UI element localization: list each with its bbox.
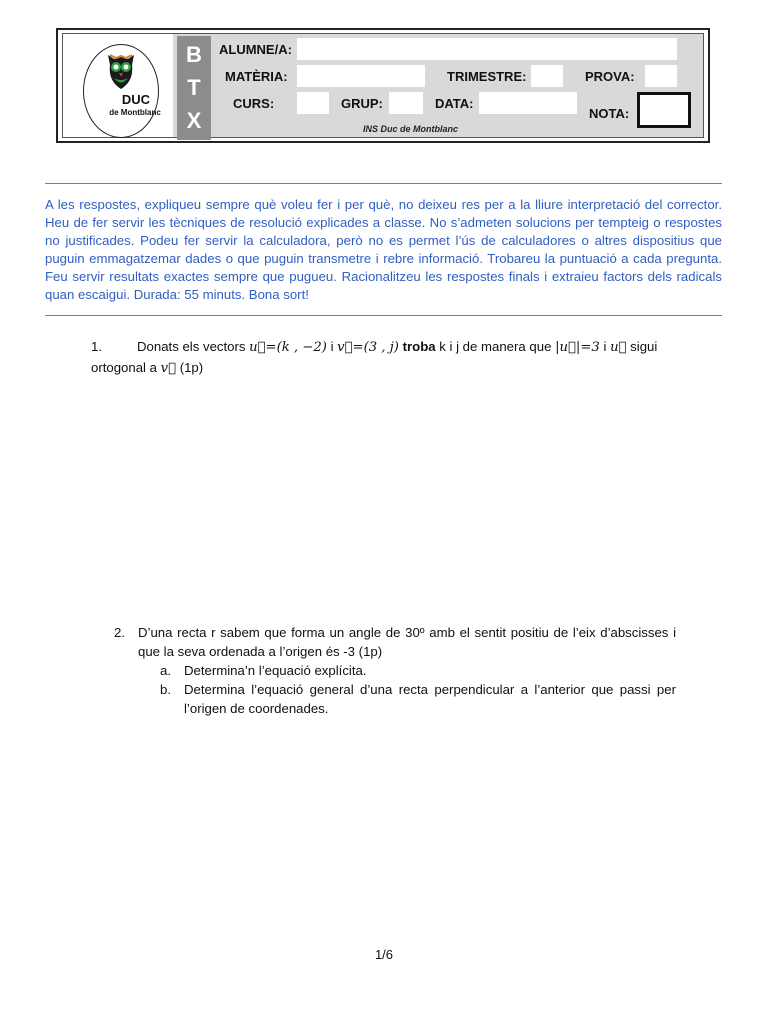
btx-banner xyxy=(177,36,211,140)
q1-text-4: k i j de manera que xyxy=(435,339,556,354)
curs-field[interactable] xyxy=(297,92,329,114)
part-a-letter: a. xyxy=(160,663,171,678)
btx-letter-b: B xyxy=(186,41,202,67)
norm-condition: |u⃗|=3 xyxy=(555,340,600,355)
part-b-text: Determina l’equació general d’una recta perpendicular a l’anterior que passi per l’origen de coordenades. xyxy=(184,682,676,716)
data-label: DATA: xyxy=(435,96,474,111)
curs-label: CURS: xyxy=(233,96,275,111)
question-1 xyxy=(91,337,691,379)
alumne-field[interactable] xyxy=(297,38,677,60)
nota-box[interactable] xyxy=(637,92,691,128)
vector-v-definition: v⃗=(3 , j) xyxy=(337,340,399,355)
q1-text-5: i xyxy=(599,339,611,354)
prova-label: PROVA: xyxy=(585,69,635,84)
top-divider xyxy=(45,183,722,184)
vector-v: v⃗ xyxy=(160,361,177,376)
header-panel xyxy=(62,33,704,138)
vector-u: u⃗ xyxy=(610,340,627,355)
owl-icon xyxy=(106,51,136,91)
part-a-text: Determina’n l’equació explícita. xyxy=(184,663,367,678)
page-number: 1/6 xyxy=(374,947,394,962)
trimestre-field[interactable] xyxy=(531,65,563,87)
materia-label: MATÈRIA: xyxy=(225,69,288,84)
prova-field[interactable] xyxy=(645,65,677,87)
grup-label: GRUP: xyxy=(341,96,383,111)
nota-label: NOTA: xyxy=(589,106,630,121)
question-2-stem xyxy=(114,623,676,661)
materia-field[interactable] xyxy=(297,65,425,87)
question-1-number: 1. xyxy=(91,339,102,354)
btx-letter-x: X xyxy=(186,108,202,134)
question-2-number: 2. xyxy=(114,625,125,640)
q1-text-7: (1p) xyxy=(176,360,204,375)
grup-field[interactable] xyxy=(389,92,423,114)
q1-text-6: sigui ortogonal a xyxy=(91,339,658,375)
question-2 xyxy=(114,623,676,718)
logo-circle xyxy=(83,44,159,138)
institute-name: INS Duc de Montblanc xyxy=(363,124,459,134)
question-2-part-a xyxy=(114,661,676,680)
question-2-text: D’una recta r sabem que forma un angle de 30º amb el sentit positiu de l’eix d’abscisses i que la seva ordenada a l’origen és -3 (1p) xyxy=(138,625,676,659)
vector-u-definition: u⃗=(k , −2) xyxy=(249,340,327,355)
btx-letter-t: T xyxy=(187,74,201,100)
trimestre-label: TRIMESTRE: xyxy=(447,69,527,84)
logo-subtitle: de Montblanc xyxy=(109,108,161,117)
alumne-label: ALUMNE/A: xyxy=(219,42,292,57)
date-field[interactable] xyxy=(479,92,577,114)
exam-instructions: A les respostes, expliqueu sempre què voleu fer i per què, no deixeu res per a la lliure interpretació del corrector. Heu de fer servir les tècniques de resolució explicades a classe. No s’admeten solucions per tempteig o respostes no justificades. Podeu fer servir la calculadora, però no es permet l’ús de calculadores o altres dispositius que puguin emmagatzemar dades o que puguin transmetre i rebre informació. Trobareu la puntuació a cada pregunta. Feu servir resultats exactes sempre que pugueu. Racionalitzeu les respostes finals i extraieu factors dels radicals quan escaigui. Durada: 55 minuts. Bona sort! xyxy=(45,197,722,302)
exam-header xyxy=(56,28,710,143)
bottom-divider xyxy=(45,315,722,316)
q1-text-2: i xyxy=(326,339,338,354)
part-b-letter: b. xyxy=(160,682,171,697)
q1-bold-word: troba xyxy=(402,339,436,354)
school-logo xyxy=(63,34,173,137)
q1-text-1: Donats els vectors xyxy=(137,339,250,354)
logo-name: DUC xyxy=(121,92,151,107)
question-2-part-b xyxy=(114,680,676,718)
